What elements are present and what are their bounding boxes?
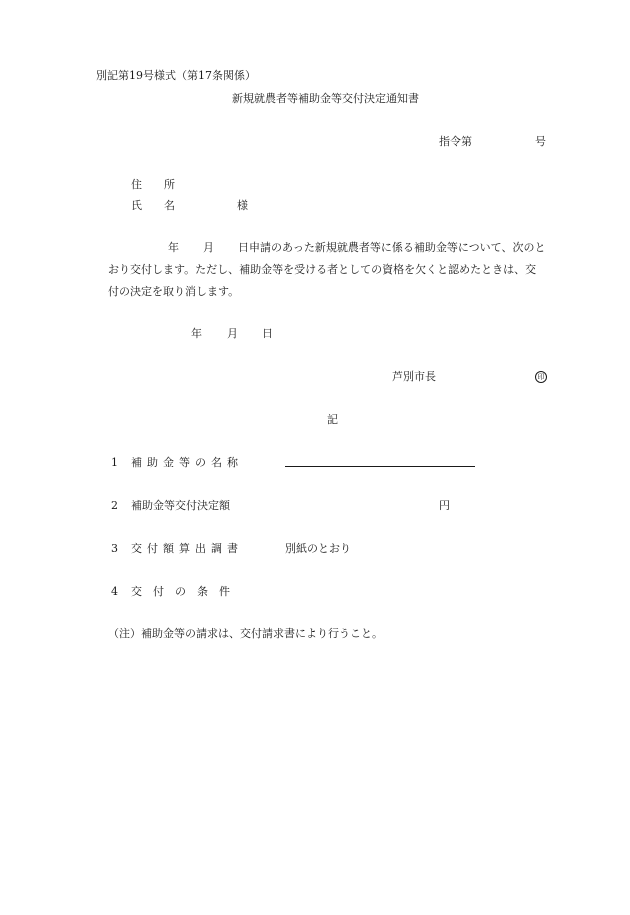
item-4-label: 交 付 の 条 件: [131, 585, 230, 598]
item-1-value-underline: [285, 466, 475, 467]
form-header-label: 別記第19号様式（第17条関係）: [96, 69, 256, 82]
issue-date-year: 年: [191, 327, 202, 340]
body-text-line-1: 日申請のあった新規就農者等に係る補助金等について、次のと: [238, 241, 546, 254]
item-1-label: 補助金等の名称: [131, 456, 243, 469]
reference-number-suffix: 号: [535, 135, 546, 148]
item-2-label: 補助金等交付決定額: [131, 499, 230, 512]
item-3-value: 別紙のとおり: [285, 542, 351, 555]
application-month-label: 月: [203, 241, 214, 254]
footnote: （注）補助金等の請求は、交付請求書により行うこと。: [108, 627, 383, 640]
item-3-label: 交付額算出調書: [131, 542, 243, 555]
issue-date-day: 日: [262, 327, 273, 340]
document-title: 新規就農者等補助金等交付決定通知書: [232, 92, 419, 105]
application-year-label: 年: [168, 241, 179, 254]
item-4-number: 4: [111, 585, 118, 598]
address-label: 住 所: [131, 178, 175, 191]
item-2-number: 2: [111, 499, 118, 512]
ki-heading: 記: [327, 413, 338, 426]
name-label: 氏 名: [131, 199, 175, 212]
issue-date-month: 月: [227, 327, 238, 340]
body-text-line-3: 付の決定を取り消します。: [108, 285, 240, 298]
issuer-title: 芦別市長: [392, 370, 436, 383]
honorific-sama: 様: [237, 199, 248, 212]
item-2-unit: 円: [439, 499, 450, 512]
item-3-number: 3: [111, 542, 118, 555]
seal-mark: 印: [535, 371, 547, 383]
reference-number-prefix: 指令第: [439, 135, 472, 148]
body-text-line-2: おり交付します。ただし、補助金等を受ける者としての資格を欠くと認めたときは、交: [108, 263, 537, 276]
item-1-number: 1: [111, 456, 118, 469]
